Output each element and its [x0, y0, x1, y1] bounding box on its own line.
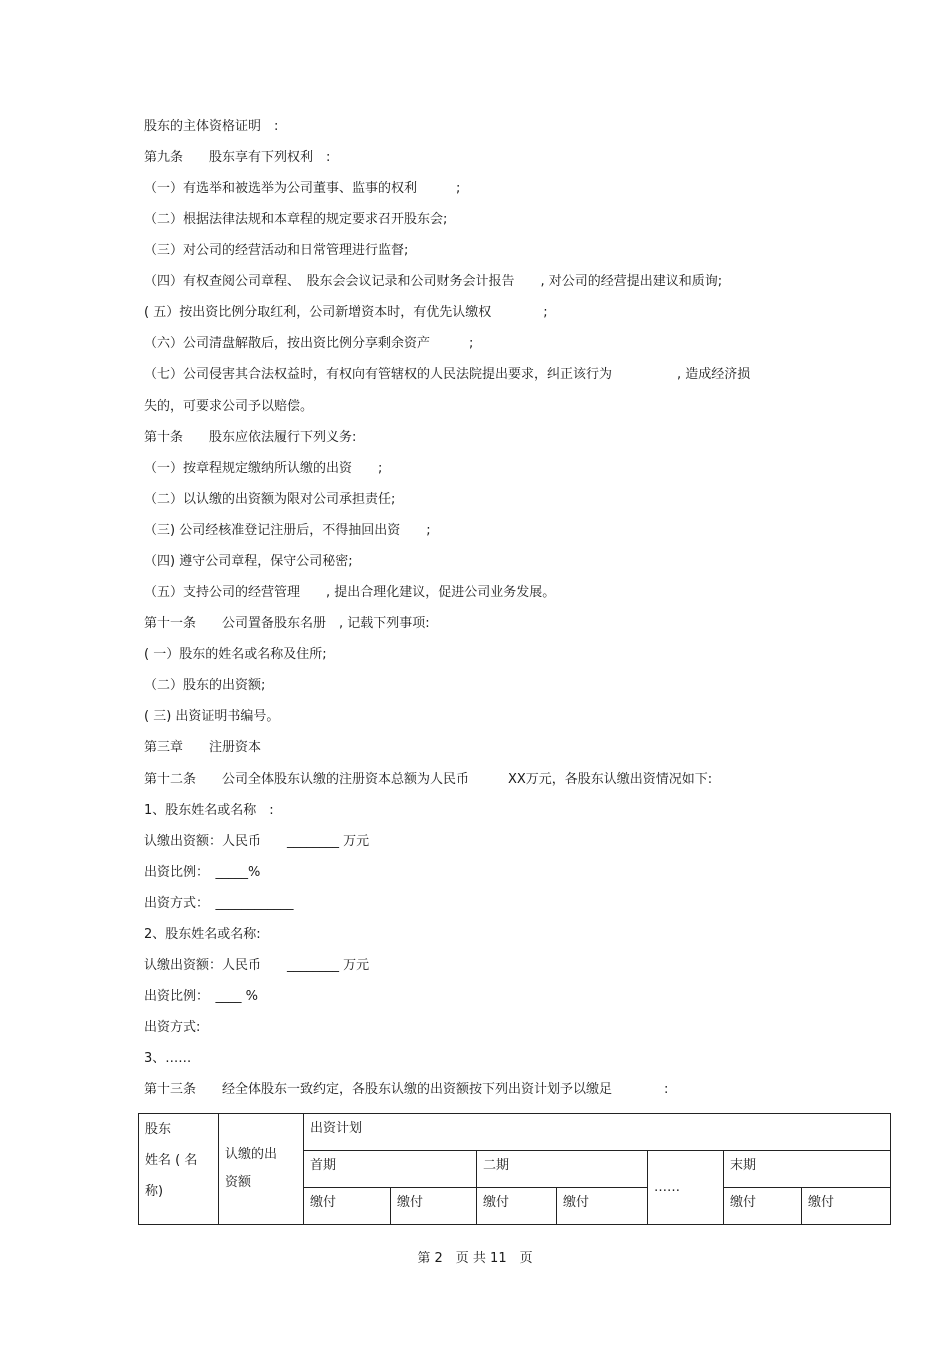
text-line: 2、股东姓名或名称: — [144, 927, 261, 942]
text-line: ( 三) 出资证明书编号。 — [144, 709, 280, 724]
text-line: ( 一）股东的姓名或名称及住所; — [144, 647, 327, 662]
text-line: （一）按章程规定缴纳所认缴的出资 ; — [144, 461, 383, 476]
pay-cell: 缴付 — [557, 1188, 648, 1225]
contribution-plan-header: 出资计划 — [304, 1114, 891, 1151]
last-period-header: 末期 — [724, 1151, 891, 1188]
text-line: （四) 遵守公司章程，保守公司秘密; — [144, 554, 353, 569]
chapter-3-heading: 第三章 注册资本 — [144, 740, 262, 755]
article-9-heading: 第九条 股东享有下列权利 : — [144, 150, 331, 165]
text-line: （七）公司侵害其合法权益时，有权向有管辖权的人民法院提出要求，纠正该行为 , 造成经济损 — [144, 367, 751, 382]
text-line: ( 五）按出资比例分取红利，公司新增资本时，有优先认缴权 ; — [144, 305, 548, 320]
text-line: （四）有权查阅公司章程、 股东会会议记录和公司财务会计报告 , 对公司的经营提出建议和质询; — [144, 274, 723, 289]
shareholder-name-header: 股东 姓名 ( 名 称) — [139, 1114, 219, 1225]
first-period-header: 首期 — [304, 1151, 477, 1188]
article-13-heading: 第十三条 经全体股东一致约定，各股东认缴的出资额按下列出资计划予以缴足 : — [144, 1082, 669, 1097]
text-line: 3、…… — [144, 1051, 192, 1066]
text-line: （三) 公司经核准登记注册后，不得抽回出资 ; — [144, 523, 431, 538]
text-line: （二）根据法律法规和本章程的规定要求召开股东会; — [144, 212, 448, 227]
text-line: 认缴出资额：人民币 ________ 万元 — [144, 958, 370, 973]
text-line: 认缴出资额：人民币 ________ 万元 — [144, 834, 370, 849]
text-line: 出资比例： ____ % — [144, 989, 258, 1004]
text-line: 出资方式： ____________ — [144, 896, 294, 911]
pay-cell: 缴付 — [477, 1188, 557, 1225]
ellipsis-cell: …… — [648, 1151, 724, 1225]
text-line: 1、股东姓名或名称 : — [144, 803, 274, 818]
text-line: （二）股东的出资额; — [144, 678, 266, 693]
second-period-header: 二期 — [477, 1151, 648, 1188]
text-line: （一）有选举和被选举为公司董事、监事的权利 ; — [144, 181, 461, 196]
pay-cell: 缴付 — [304, 1188, 391, 1225]
text-line: （五）支持公司的经营管理 , 提出合理化建议，促进公司业务发展。 — [144, 585, 556, 600]
text-line: 股东的主体资格证明 : — [144, 119, 279, 134]
text-line: 失的，可要求公司予以赔偿。 — [144, 399, 314, 414]
text-line: （三）对公司的经营活动和日常管理进行监督; — [144, 243, 409, 258]
pay-cell: 缴付 — [802, 1188, 891, 1225]
pay-cell: 缴付 — [391, 1188, 477, 1225]
article-11-heading: 第十一条 公司置备股东名册 , 记载下列事项: — [144, 616, 430, 631]
article-12-heading: 第十二条 公司全体股东认缴的注册资本总额为人民币 XX万元，各股东认缴出资情况如下: — [144, 772, 713, 787]
article-10-heading: 第十条 股东应依法履行下列义务: — [144, 430, 357, 445]
text-line: 出资比例： _____% — [144, 865, 261, 880]
text-line: （二）以认缴的出资额为限对公司承担责任; — [144, 492, 396, 507]
text-line: （六）公司清盘解散后，按出资比例分享剩余资产 ; — [144, 336, 474, 351]
pay-cell: 缴付 — [724, 1188, 802, 1225]
capital-contribution-plan-table — [138, 1113, 891, 1225]
text-line: 出资方式: — [144, 1020, 201, 1035]
page-number-footer: 第 2 页 共 11 页 — [417, 1251, 533, 1266]
subscribed-amount-header: 认缴的出 资额 — [219, 1114, 304, 1225]
